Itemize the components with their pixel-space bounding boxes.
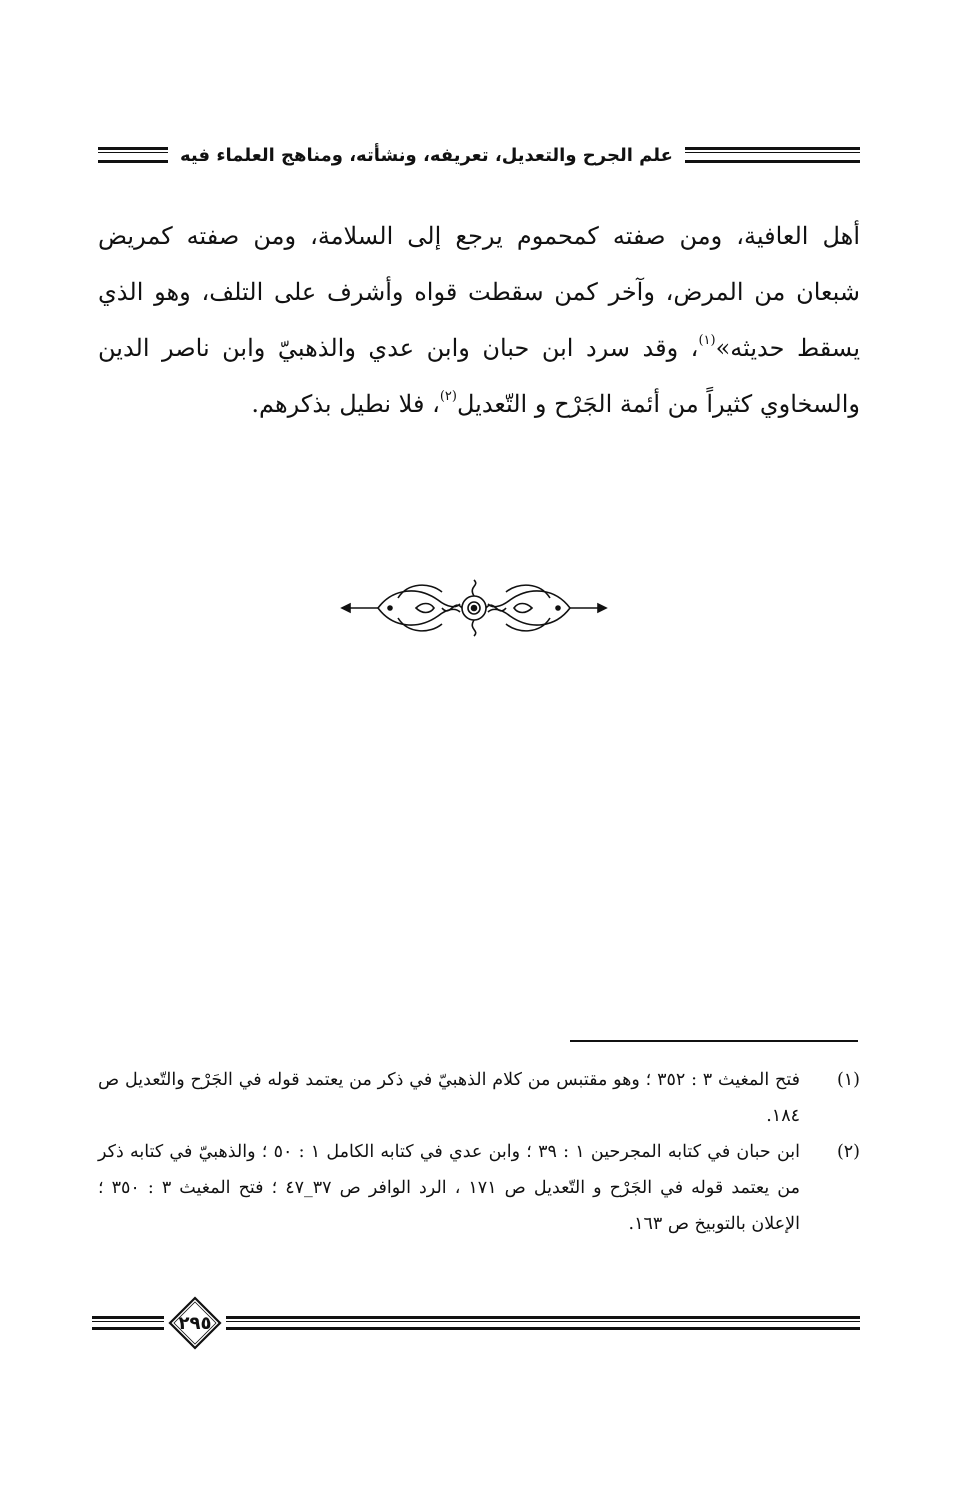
running-header xyxy=(98,140,860,170)
body-text-part-3: ، فلا نطيل بذكرهم. xyxy=(251,390,440,418)
body-text-part-1: أهل العافية، ومن صفته كمحموم يرجع إلى السلامة، ومن صفته كمريض شبعان من المرض، وآخر كمن سقطت قواه وأشرف على التلف، وهو الذي يسقط حديثه» xyxy=(98,222,860,362)
footnote-number: (١) xyxy=(836,1070,860,1090)
body-text-part-2: ، وقد سرد ابن حبان وابن عدي والذهبيّ وابن ناصر الدين والسخاوي كثيراً من أئمة الجَرْح و التّعديل xyxy=(98,334,860,418)
footnote-text: ابن حبان في كتابه المجرحين ١ : ٣٩ ؛ وابن عدي في كتابه الكامل ١ : ٥٠ ؛ والذهبيّ في كتابه ذكر من يعتمد قوله في الجَرْح و التّعديل ص ١٧١ ، الرد الوافر ص ٣٧_٤٧ ؛ فتح المغيث ٣ : ٣٥٠ ؛ الإعلان بالتوبيخ ص ١٦٣. xyxy=(98,1142,800,1234)
footnote-number: (٢) xyxy=(836,1142,860,1162)
body-paragraph xyxy=(98,208,860,432)
footnote-2 xyxy=(98,1134,860,1242)
decorative-ornament-icon xyxy=(338,578,610,638)
footer-rule-left xyxy=(92,1316,164,1330)
footnotes xyxy=(98,1062,860,1242)
header-rule-right xyxy=(685,147,860,163)
page-number: ٢٩٥ xyxy=(178,1312,212,1334)
footnote-separator xyxy=(570,1040,858,1042)
header-title: علم الجرح والتعديل، تعريفه، ونشأته، ومناهج العلماء فيه xyxy=(180,144,673,166)
footnote-ref-2[interactable]: (٢) xyxy=(439,389,457,404)
header-rule-left xyxy=(98,147,168,163)
footnote-text: فتح المغيث ٣ : ٣٥٢ ؛ وهو مقتبس من كلام الذهبيّ في ذكر من يعتمد قوله في الجَرْح والتّعديل ص ١٨٤. xyxy=(98,1070,800,1126)
page-footer xyxy=(92,1296,860,1356)
footer-rule-right xyxy=(226,1316,860,1330)
footnote-ref-1[interactable]: (١) xyxy=(698,333,716,348)
footnote-1 xyxy=(98,1062,860,1134)
